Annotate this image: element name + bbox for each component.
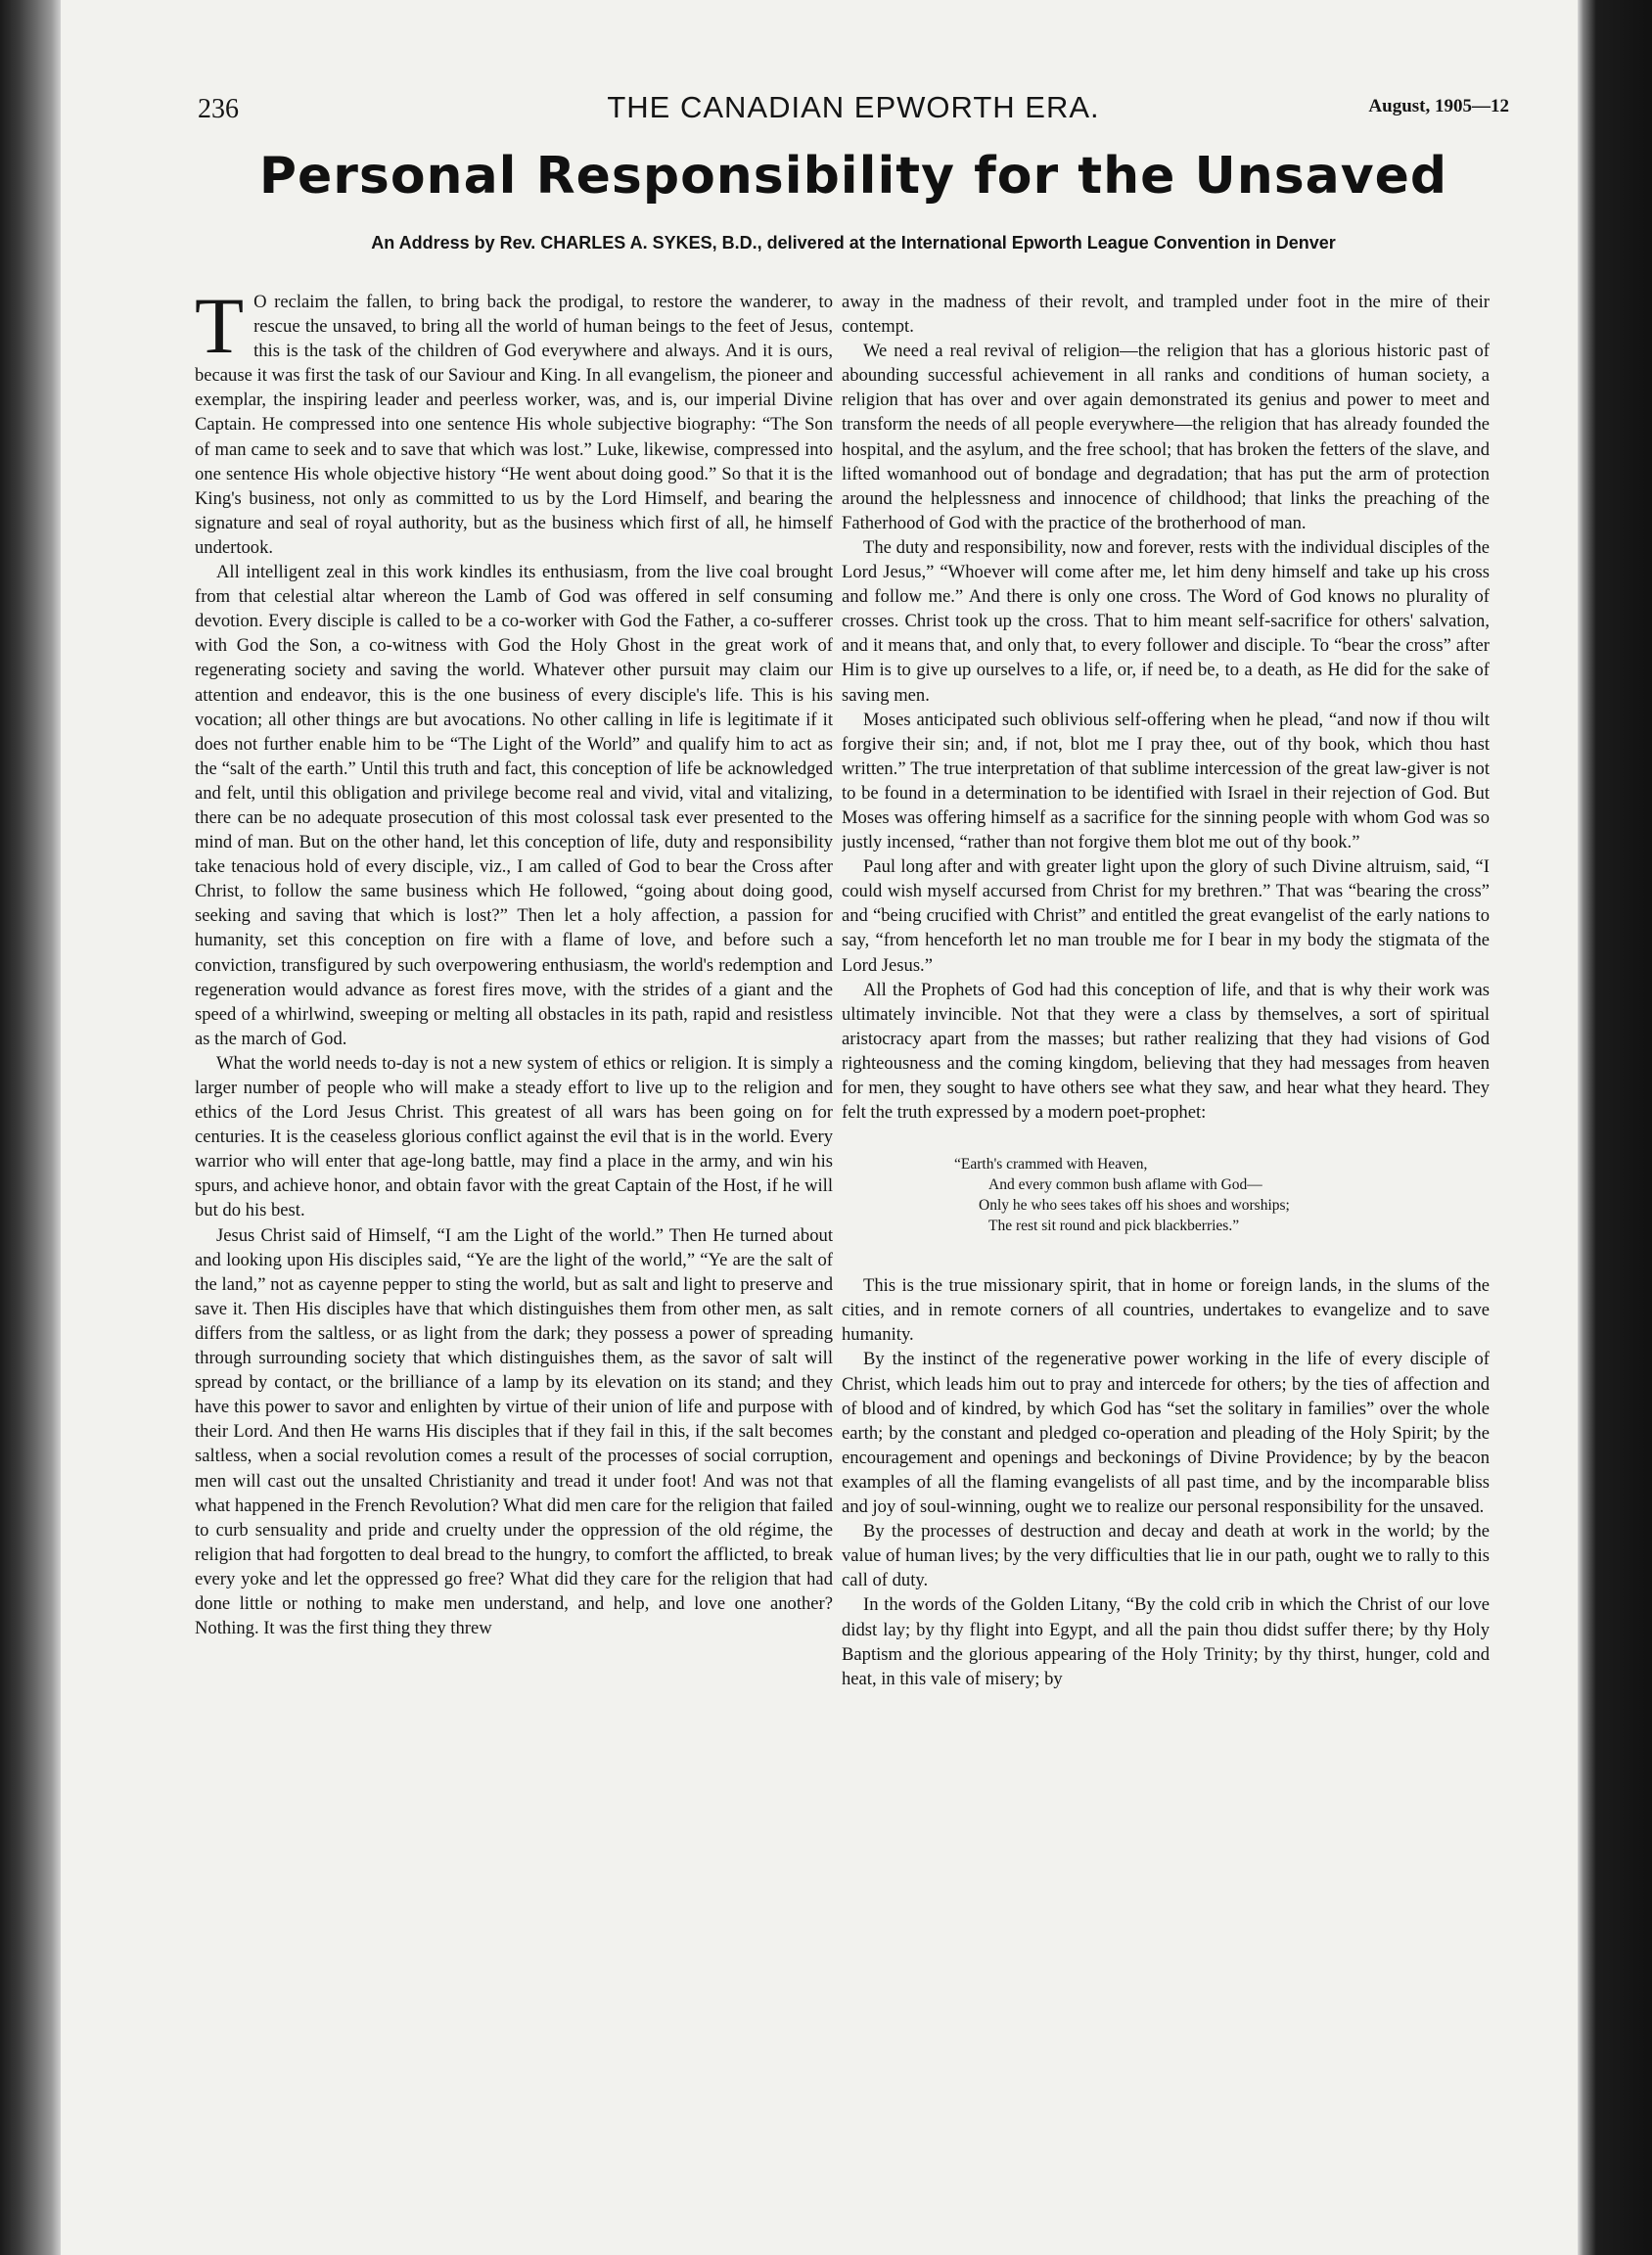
article-byline: An Address by Rev. CHARLES A. SYKES, B.D., delivered at the International Epworth League Convention in Denver (371, 233, 1336, 253)
paragraph: away in the madness of their revolt, and trampled under foot in the mire of their contempt. (842, 292, 1490, 338)
drop-cap: T (195, 290, 245, 370)
paragraph: T O reclaim the fallen, to bring back the prodigal, to restore the wanderer, to rescue the unsaved, to bring all the world of human beings to the feet of Jesus, this is the task of the children of God everywhere and always. And it is ours, because it was first the task of our Saviour and King. In all evangelism, the pioneer and exemplar, the inspiring leader and peerless worker, was, and is, our imperial Divine Captain. He compressed into one sentence His whole subjective biography: “The Son of man came to seek and to save that which was lost.” Luke, likewise, compressed into one sentence His whole objective history “He went about doing good.” So that it is the King's business, not only as committed to us by the Lord Himself, and bearing the signature and seal of royal authority, but as the business which first of all, he himself undertook. (195, 290, 833, 558)
masthead (198, 90, 1509, 129)
poem-line: The rest sit round and pick blackberries.” (988, 1218, 1240, 1235)
publication-title: THE CANADIAN EPWORTH ERA. (607, 90, 1100, 124)
article-title: Personal Responsibility for the Unsaved (258, 147, 1448, 206)
scanned-page (61, 0, 1578, 2255)
paragraph: What the world needs to-day is not a new system of ethics or religion. It is simply a larger number of people who will make a steady effort to live up to the religion and ethics of the Lord Jesus Christ. This greatest of all wars has been going on for centuries. It is the ceaseless glorious conflict against the evil that is in the world. Every warrior who will enter that age-long battle, may find a place in the army, and win his spurs, and achieve honor, and obtain favor with the great Captain of the Host, if he will but do his best. (195, 1052, 833, 1221)
paragraph: By the processes of destruction and decay and death at work in the world; by the value of human lives; by the very difficulties that lie in our path, ought we to rally to this call of duty. (842, 1521, 1490, 1591)
next-page-edge (1578, 0, 1652, 2255)
left-column (195, 290, 833, 2208)
poem-line: And every common bush aflame with God— (988, 1176, 1262, 1194)
paragraph: Jesus Christ said of Himself, “I am the Light of the world.” Then He turned about and looking upon His disciples said, “Ye are the light of the world,” “Ye are the salt of the land,” not as cayenne pepper to sting the world, but as salt and light to preserve and save it. Then His disciples have that which distinguishes them from other men, as salt differs from the saltless, or as light from the dark; they possess a power of spreading through surrounding society that which distinguishes them, as the savor of salt will spread by contact, or the brilliance of a lamp by its elevation on its stand; and they have this power to savor and enlighten by virtue of their union of life and purpose with their Lord. And then He warns His disciples that if they fail in this, if the salt becomes saltless, when a social revolution comes a result of the processes of social corruption, men will cast out the unsalted Christianity and tread it under foot! And was not that what happened in the French Revolution? What did men care for the religion that failed to curb sensuality and pride and cruelty under the oppression of the old régime, the religion that had forgotten to deal bread to the hungry, to comfort the afflicted, to break every yoke and let the oppressed go free? What did they care for the religion that had done little or nothing to make men understand, and help, and love one another? Nothing. It was the first thing they threw (195, 1224, 833, 1639)
paragraph: All the Prophets of God had this conception of life, and that is why their work was ultimately invincible. Not that they were a class by themselves, a sort of spiritual aristocracy apart from the masses; but rather realizing that they had visions of God righteousness and the coming kingdom, believing that they had messages from heaven for men, they sought to have others see what they saw, and hear what they heard. They felt the truth expressed by a modern poet-prophet: (842, 979, 1490, 1124)
paragraph: All intelligent zeal in this work kindles its enthusiasm, from the live coal brought from that celestial altar whereon the Lamb of God was offered in self consuming devotion. Every disciple is called to be a co-worker with God the Father, a co-sufferer with God the Son, a co-witness with God the Holy Ghost in the great work of regenerating society and saving the world. Whatever other pursuit may claim our attention and endeavor, this is the one business of every disciple's life. This is his vocation; all other things are but avocations. No other calling in life is legitimate if it does not further enable him to be “The Light of the World” and qualify him to act as the “salt of the earth.” Until this truth and fact, this conception of life be acknowledged and felt, until this obligation and privilege become real and vivid, vital and vitalizing, there can be no adequate prosecution of this most colossal task ever presented to the mind of man. But on the other hand, let this conception of life, duty and responsibility take tenacious hold of every disciple, viz., I am called of God to bear the Cross after Christ, to follow the same business which He followed, “going about doing good, seeking and saving that which is lost?” Then let a holy affection, a passion for humanity, set this conception on fire with a flame of love, and before such a conviction, transfigured by such overpowering enthusiasm, the world's redemption and regeneration would advance as forest fires move, with the strides of a giant and the speed of a whirlwind, sweeping or melting all obstacles in its path, rapid and resistless as the march of God. (195, 562, 833, 1049)
paragraph: The duty and responsibility, now and forever, rests with the individual disciples of the Lord Jesus,” “Whoever will come after me, let him deny himself and take up his cross and follow me.” And there is only one cross. The Word of God knows no plurality of crosses. Christ took up the cross. That to him meant self-sacrifice for others' salvation, and it means that, and only that, to every follower and disciple. To “bear the cross” after Him is to give up ourselves to a life, or, if need be, to a death, as He did for the sake of saving men. (842, 536, 1490, 706)
poem-line: Only he who sees takes off his shoes and worships; (979, 1197, 1290, 1215)
paragraph: We need a real revival of religion—the religion that has a glorious historic past of abounding successful achievement in all ranks and conditions of human society, a religion that has over and over again demonstrated its genius and power to meet and transform the needs of all people everywhere—the religion that has already founded the hospital, and the asylum, and the free school; that has broken the fetters of the slave, and lifted womanhood out of bondage and degradation; that has put the arm of protection around the helplessness and innocence of childhood; that links the preaching of the Fatherhood of God with the practice of the brotherhood of man. (842, 341, 1490, 533)
paragraph: In the words of the Golden Litany, “By the cold crib in which the Christ of our love didst lay; by thy flight into Egypt, and all the pain thou didst suffer there; by thy Holy Baptism and the glorious appearing of the Holy Trinity; by thy thirst, hunger, cold and heat, in this vale of misery; by (842, 1594, 1490, 1689)
page-number: 236 (198, 94, 239, 124)
right-column (842, 290, 1490, 2208)
poem-quote (842, 1154, 1490, 1236)
paragraph: By the instinct of the regenerative power working in the life of every disciple of Christ, which leads him out to pray and intercede for others; by the ties of affection and of blood and of kindred, by which God has “set the solitary in families” over the whole earth; by the constant and pledged co-operation and pleading of the Holy Spirit; by the encouragement and openings and beckonings of Divine Providence; by by the beacon examples of all the flaming evangelists of all past time, and by the incomparable bliss and joy of soul-winning, ought we to realize our personal responsibility for the unsaved. (842, 1349, 1490, 1518)
paragraph: This is the true missionary spirit, that in home or foreign lands, in the slums of the cities, and in remote corners of all countries, undertakes to evangelize and to save humanity. (842, 1275, 1490, 1346)
paragraph: Moses anticipated such oblivious self-offering when he plead, “and now if thou wilt forgive their sin; and, if not, blot me I pray thee, out of thy book, which thou hast written.” The true interpretation of that sublime intercession of the great law-giver is not to be found in a determination to be identified with Israel in their rejection of God. But Moses was offering himself as a sacrifice for the sinning people with whom God was so justly incensed, “rather than not forgive them blot me out of thy book.” (842, 709, 1490, 853)
issue-date: August, 1905—12 (1368, 96, 1509, 116)
book-binding-shadow (0, 0, 61, 2255)
poem-line: “Earth's crammed with Heaven, (954, 1156, 1148, 1174)
paragraph: Paul long after and with greater light upon the glory of such Divine altruism, said, “I could wish myself accursed from Christ for my brethren.” That was “bearing the cross” and “being crucified with Christ” and entitled the great evangelist of the early nations to say, “from henceforth let no man trouble me for I bear in my body the stigmata of the Lord Jesus.” (842, 856, 1490, 976)
